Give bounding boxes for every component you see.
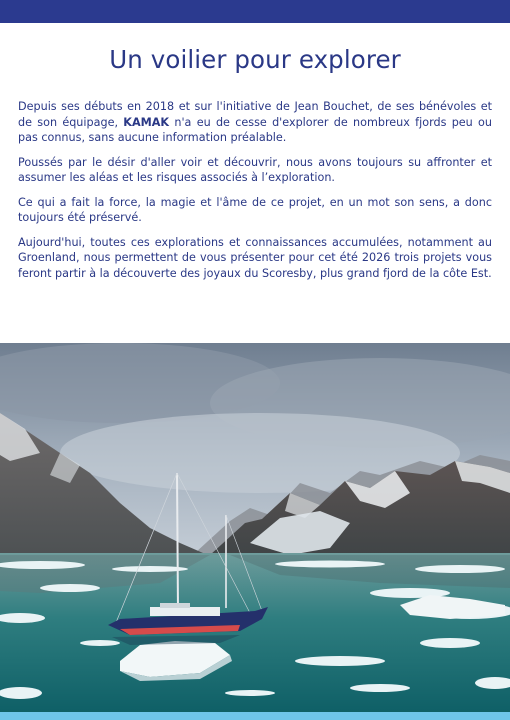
intro-text (18, 99, 492, 290)
paragraph-2: Poussés par le désir d'aller voir et découvrir, nous avons toujours su affronter et assumer les aléas et les risques associés à l’exploration. (18, 155, 492, 184)
paragraph-1-end: n'a eu de cesse d'explorer de nombreux fjords peu ou pas connus, sans aucune information préalable. (18, 115, 492, 144)
sailboat-fjord-photo (0, 343, 510, 714)
paragraph-1-start: Depuis ses débuts en 2018 et sur l'initiative de Jean Bouchet, de ses bénévoles et de son équipage, (18, 100, 492, 129)
page-title: Un voilier pour explorer (109, 45, 401, 74)
footer-bar (0, 712, 510, 720)
paragraph-1 (18, 99, 492, 146)
brand-name: KAMAK (123, 115, 170, 129)
paragraph-3: Ce qui a fait la force, la magie et l'âme de ce projet, en un mot son sens, a donc toujours été préservé. (18, 195, 492, 224)
paragraph-4: Aujourd'hui, toutes ces explorations et connaissances accumulées, notamment au Groenland, nous permettent de vous présenter pour cet été 2026 trois projets vous feront partir à la découverte des joyaux du Scoresby, plus grand fjord de la côte Est. (18, 235, 492, 280)
header-bar (0, 0, 510, 23)
